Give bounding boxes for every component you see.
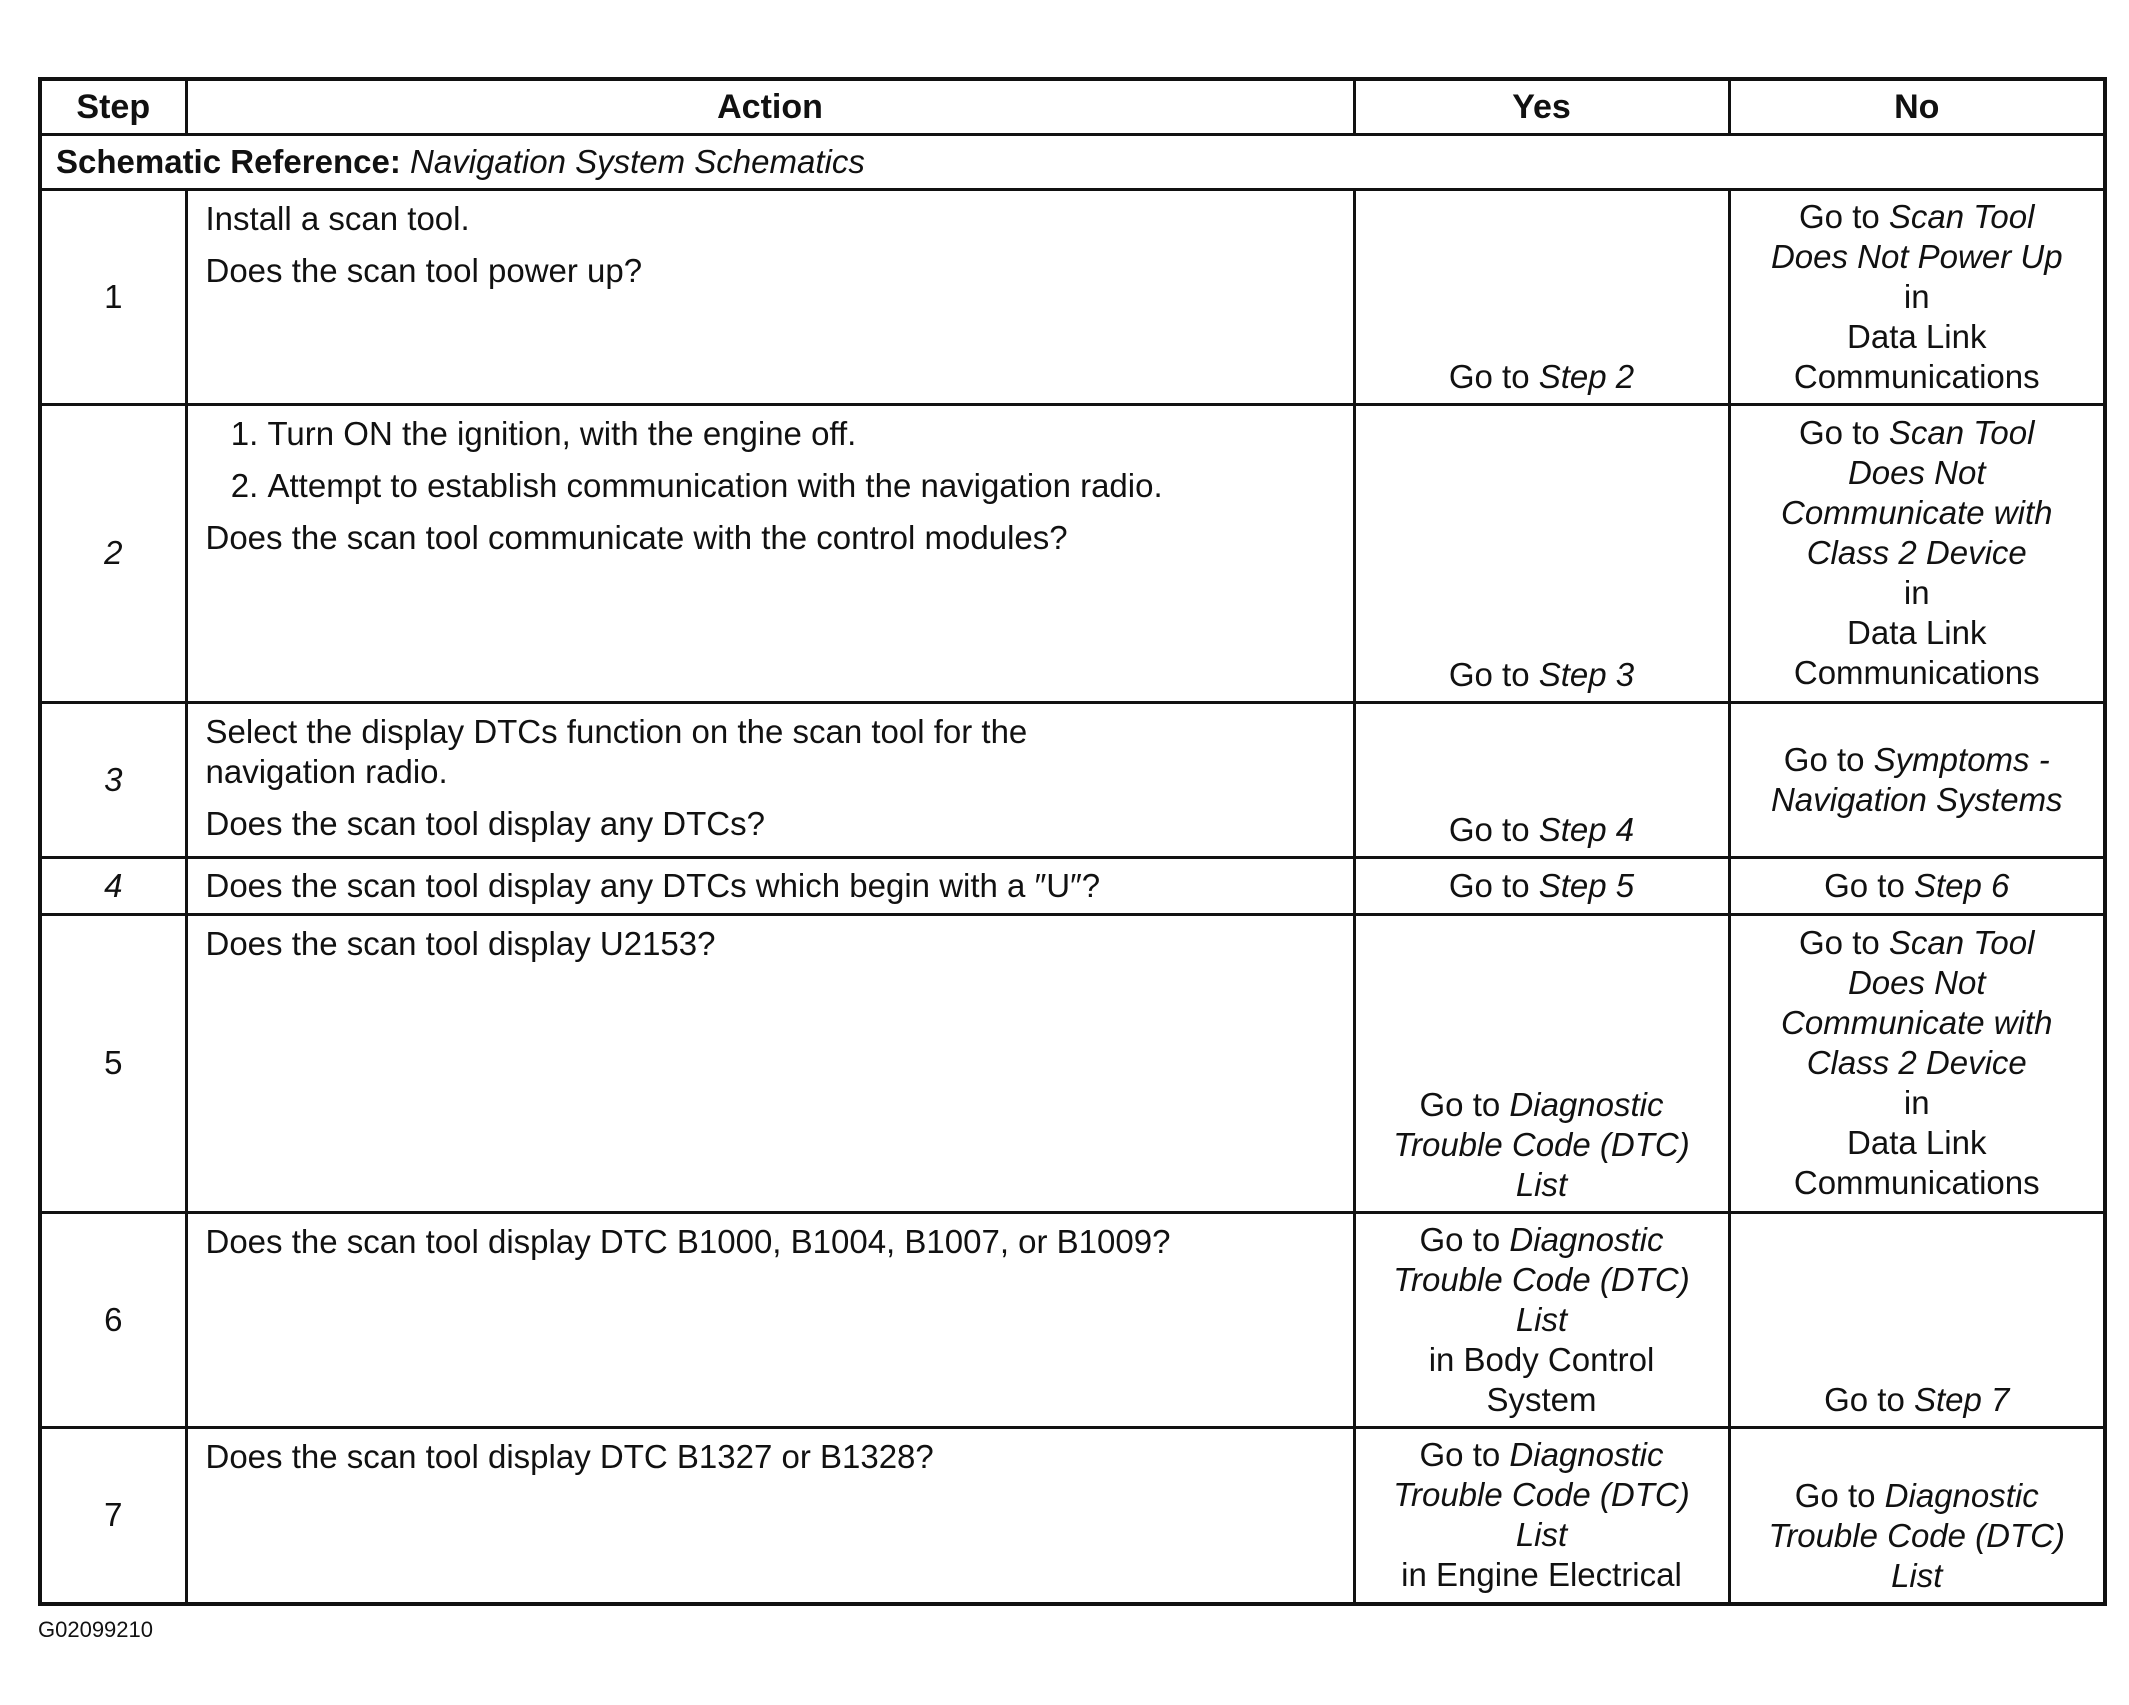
no-link[interactable]: Scan Tool — [1888, 197, 2035, 235]
no-prefix: Go to — [1794, 1477, 1885, 1514]
no-in: in — [1903, 277, 1930, 315]
step-number: 6 — [40, 1212, 186, 1427]
figure-id: G02099210 — [38, 1617, 153, 1642]
yes-cell — [1354, 1427, 1729, 1604]
header-action: Action — [186, 79, 1354, 134]
no-link[interactable]: Diagnostic — [1884, 1477, 2039, 1514]
no-link-cont[interactable]: Navigation Systems — [1770, 780, 2063, 818]
step-number: 5 — [40, 914, 186, 1212]
no-link-cont[interactable]: Trouble Code (DTC) — [1768, 1517, 2065, 1554]
yes-link[interactable]: Step 3 — [1538, 655, 1635, 693]
yes-link[interactable]: Diagnostic — [1509, 1436, 1664, 1474]
yes-ref-cont: System — [1486, 1380, 1597, 1418]
step-number: 4 — [40, 857, 186, 914]
no-link[interactable]: Step 6 — [1913, 866, 2010, 904]
no-ref-cont: Communications — [1793, 1164, 2040, 1201]
no-ref-cont: Communications — [1793, 357, 2040, 395]
yes-prefix: Go to — [1419, 1085, 1510, 1123]
yes-prefix: Go to — [1448, 810, 1539, 848]
no-prefix: Go to — [1799, 197, 1889, 235]
yes-link[interactable]: Step 2 — [1538, 357, 1635, 395]
yes-cell — [1354, 702, 1729, 857]
action-cell — [186, 914, 1354, 1212]
yes-cell — [1354, 404, 1729, 702]
no-cell — [1729, 404, 2105, 702]
no-in: in — [1903, 1084, 1930, 1121]
step-number: 1 — [40, 189, 186, 404]
action-text-cont: navigation radio. — [205, 752, 448, 790]
action-list-item: 1. Turn ON the ignition, with the engine off. — [268, 414, 1339, 454]
schematic-reference — [40, 134, 2105, 189]
no-prefix: Go to — [1799, 924, 1889, 961]
yes-ref: in Body Control — [1428, 1340, 1655, 1378]
no-link-cont[interactable]: Does Not Power Up — [1770, 237, 2063, 275]
yes-cell — [1354, 914, 1729, 1212]
header-step: Step — [40, 79, 186, 134]
table-row — [40, 1427, 2105, 1604]
yes-link-cont[interactable]: Trouble Code (DTC) — [1393, 1125, 1690, 1163]
yes-link-cont[interactable]: List — [1515, 1300, 1568, 1338]
yes-link-cont[interactable]: List — [1515, 1165, 1568, 1203]
no-link-cont[interactable]: Communicate with — [1781, 494, 2053, 531]
no-prefix: Go to — [1799, 414, 1889, 451]
no-cell — [1729, 189, 2105, 404]
no-link-cont[interactable]: Does Not — [1847, 454, 1986, 491]
yes-ref: in Engine Electrical — [1401, 1556, 1682, 1594]
action-cell — [186, 857, 1354, 914]
action-question: Does the scan tool display any DTCs? — [205, 804, 765, 842]
step-number: 7 — [40, 1427, 186, 1604]
table-header-row — [40, 79, 2105, 134]
action-question: Does the scan tool power up? — [205, 251, 643, 289]
action-question: Does the scan tool display any DTCs which begin with a ″U″? — [205, 866, 1101, 904]
no-cell — [1729, 1212, 2105, 1427]
no-ref: Data Link — [1847, 317, 1987, 355]
action-cell — [186, 404, 1354, 702]
no-link[interactable]: Scan Tool — [1888, 924, 2035, 961]
no-link[interactable]: Symptoms - — [1873, 740, 2050, 778]
no-link-cont[interactable]: Class 2 Device — [1806, 534, 2027, 571]
yes-prefix: Go to — [1419, 1220, 1510, 1258]
no-in: in — [1903, 574, 1930, 611]
action-list — [206, 414, 1339, 506]
header-no: No — [1729, 79, 2105, 134]
no-ref: Data Link — [1847, 614, 1987, 651]
yes-link-cont[interactable]: Trouble Code (DTC) — [1393, 1260, 1690, 1298]
no-link-cont[interactable]: Does Not — [1847, 964, 1986, 1001]
action-list-item: 2. Attempt to establish communication with the navigation radio. — [268, 466, 1339, 506]
action-question: Does the scan tool communicate with the control modules? — [205, 518, 1068, 556]
yes-link-cont[interactable]: List — [1515, 1516, 1568, 1554]
action-text: Select the display DTCs function on the scan tool for the — [205, 712, 1028, 750]
table-row — [40, 404, 2105, 702]
yes-cell — [1354, 189, 1729, 404]
table-row — [40, 189, 2105, 404]
schematic-label: Schematic Reference: — [56, 142, 401, 180]
schematic-link[interactable]: Navigation System Schematics — [410, 142, 865, 180]
no-link[interactable]: Step 7 — [1913, 1380, 2010, 1418]
action-text: Install a scan tool. — [205, 199, 470, 237]
no-prefix: Go to — [1824, 866, 1914, 904]
no-prefix: Go to — [1824, 1380, 1914, 1418]
action-question: Does the scan tool display DTC B1000, B1004, B1007, or B1009? — [205, 1222, 1171, 1260]
yes-link-cont[interactable]: Trouble Code (DTC) — [1393, 1476, 1690, 1514]
no-link-cont[interactable]: Communicate with — [1781, 1004, 2053, 1041]
action-cell — [186, 1427, 1354, 1604]
table-row — [40, 914, 2105, 1212]
action-cell — [186, 702, 1354, 857]
no-cell — [1729, 702, 2105, 857]
schematic-reference-row — [40, 134, 2105, 189]
action-cell — [186, 1212, 1354, 1427]
no-ref: Data Link — [1847, 1124, 1987, 1161]
no-prefix: Go to — [1783, 740, 1874, 778]
yes-link[interactable]: Step 5 — [1538, 866, 1635, 904]
no-cell — [1729, 857, 2105, 914]
action-question: Does the scan tool display DTC B1327 or B1328? — [205, 1437, 934, 1475]
action-question: Does the scan tool display U2153? — [205, 924, 716, 962]
no-cell — [1729, 1427, 2105, 1604]
step-number: 2 — [40, 404, 186, 702]
header-yes: Yes — [1354, 79, 1729, 134]
action-cell — [186, 189, 1354, 404]
yes-prefix: Go to — [1448, 357, 1539, 395]
yes-prefix: Go to — [1448, 866, 1539, 904]
yes-link[interactable]: Step 4 — [1538, 810, 1635, 848]
yes-link[interactable]: Diagnostic — [1509, 1220, 1664, 1258]
no-link-cont[interactable]: Class 2 Device — [1806, 1044, 2027, 1081]
step-number: 3 — [40, 702, 186, 857]
no-ref-cont: Communications — [1793, 654, 2040, 691]
yes-link[interactable]: Diagnostic — [1509, 1085, 1664, 1123]
yes-cell — [1354, 1212, 1729, 1427]
table-row — [40, 702, 2105, 857]
no-link[interactable]: Scan Tool — [1888, 414, 2035, 451]
diagnostic-table — [38, 77, 2107, 1606]
table-row — [40, 1212, 2105, 1427]
yes-prefix: Go to — [1448, 655, 1539, 693]
no-cell — [1729, 914, 2105, 1212]
yes-prefix: Go to — [1419, 1436, 1510, 1474]
no-link-cont[interactable]: List — [1891, 1557, 1943, 1594]
table-row — [40, 857, 2105, 914]
yes-cell — [1354, 857, 1729, 914]
